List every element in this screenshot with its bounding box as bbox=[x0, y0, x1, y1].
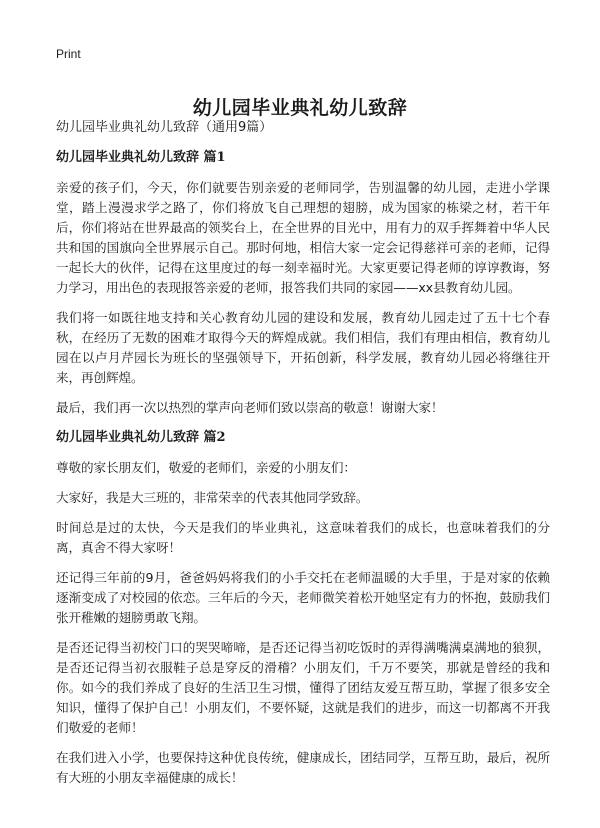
section-2-paragraph: 尊敬的家长朋友们，敬爱的老师们，亲爱的小朋友们： bbox=[56, 460, 356, 475]
section-1-paragraph: 我们将一如既往地支持和关心教育幼儿园的建设和发展，教育幼儿园走过了五十七个春秋，在经历了无数的困难才取得今天的辉煌成就。我们相信，我们有理由相信，教育幼儿园在以卢月芹园长为班长的坚强领导下，开拓创新，科学发展，教育幼儿园必将继往开来，再创辉煌。 bbox=[56, 310, 550, 385]
section-2-paragraph: 大家好，我是大三班的，非常荣幸的代表其他同学致辞。 bbox=[56, 490, 369, 505]
print-label[interactable]: Print bbox=[56, 47, 81, 61]
section-2-paragraph: 在我们进入小学，也要保持这种优良传统，健康成长，团结同学，互帮互助，最后，祝所有大班的小朋友幸福健康的成长！ bbox=[56, 750, 550, 785]
section-1-paragraph: 亲爱的孩子们，今天，你们就要告别亲爱的老师同学，告别温馨的幼儿园，走进小学课堂，踏上漫漫求学之路了，你们将放飞自己理想的翅膀，成为国家的栋梁之材，若干年后，你们将站在世界最高的领奖台上，在全世界的目光中，用有力的双手挥舞着中华人民共和国的国旗向全世界展示自己。那时何地，相信大家一定会记得慈祥可亲的老师，记得一起长大的伙伴，记得在这里度过的每一刻幸福时光。大家更要记得老师的谆谆教诲，努力学习，用出色的表现报答亲爱的老师，报答我们共同的家园——xx县教育幼儿园。 bbox=[56, 180, 550, 295]
section-heading-2: 幼儿园毕业典礼幼儿致辞 篇2 bbox=[56, 430, 226, 445]
section-heading-1: 幼儿园毕业典礼幼儿致辞 篇1 bbox=[56, 150, 226, 165]
document-subtitle: 幼儿园毕业典礼幼儿致辞（通用9篇） bbox=[56, 120, 273, 135]
document-body bbox=[56, 118, 550, 798]
section-2-paragraph: 时间总是过的太快，今天是我们的毕业典礼，这意味着我们的成长，也意味着我们的分离，真舍不得大家呀！ bbox=[56, 520, 550, 555]
section-2-paragraph: 还记得三年前的9月，爸爸妈妈将我们的小手交托在老师温暖的大手里，于是对家的依赖逐渐变成了对校园的依恋。三年后的今天，老师微笑着松开她坚定有力的怀抱，鼓励我们张开稚嫩的翅膀勇敢飞翔。 bbox=[56, 570, 550, 625]
section-1-paragraph: 最后，我们再一次以热烈的掌声向老师们致以崇高的敬意！谢谢大家！ bbox=[56, 400, 444, 415]
document-title: 幼儿园毕业典礼幼儿致辞 bbox=[192, 96, 408, 119]
section-2-paragraph: 是否还记得当初校门口的哭哭啼啼，是否还记得当初吃饭时的弄得满嘴满桌满地的狼狈，是否还记得当初衣服鞋子总是穿反的滑稽？小朋友们，千万不要笑，那就是曾经的我和你。如今的我们养成了良好的生活卫生习惯，懂得了团结友爱互帮互助，掌握了很多安全知识，懂得了保护自己！小朋友们，不要怀疑，这就是我们的进步，而这一切都离不开我们敬爱的老师！ bbox=[56, 640, 550, 735]
